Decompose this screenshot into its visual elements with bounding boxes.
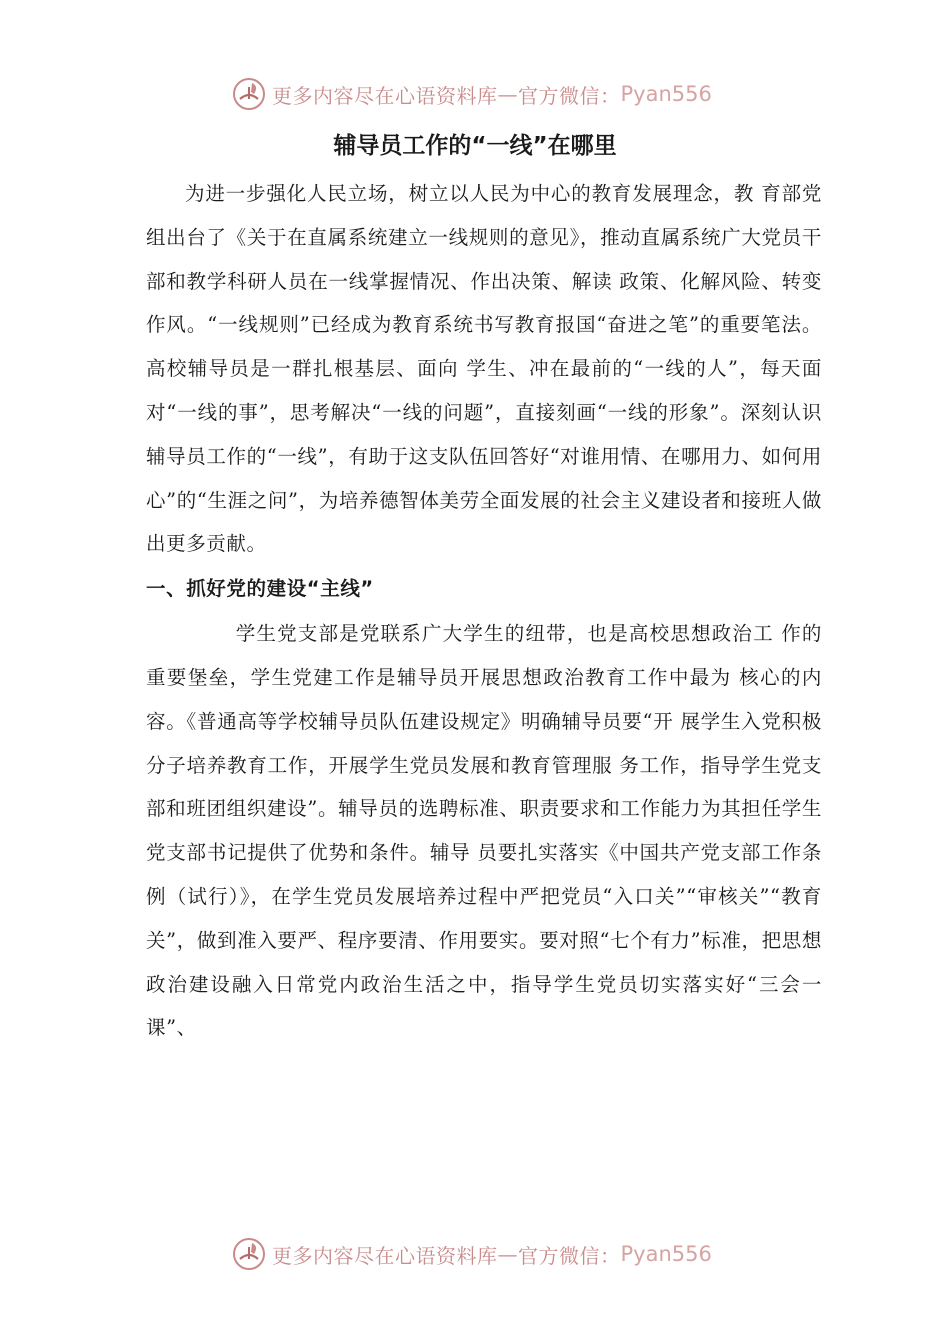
body-paragraph: 学生党支部是党联系广大学生的纽带，也是高校思想政治工 作的重要堡垒，学生党建工作是辅导员开展思想政治教育工作中最为 核心的内容。《普通高等学校辅导员队伍建设规定》明确辅导员要“开 展学生入党积极分子培养教育工作，开展学生党员发展和教育管理服 务工作，指导学生党支部和班团组织建设”。辅导员的选聘标准、职责要求和工作能力为其担任学生党支部书记提供了优势和条件。辅导 员要扎实落实《中国共产党支部工作条例（试行）》，在学生党员发展培养过程中严把党员“入口关”“审核关”“教育关”，做到准入要严、程序要清、作用要实。要对照“七个有力”标准，把思想政治建设融入日常党内政治生活之中，指导学生党员切实落实好“三会一课”、	[146, 622, 822, 1040]
watermark-dash: —	[497, 82, 518, 106]
header-watermark	[232, 74, 752, 114]
watermark-text: 更多内容尽在心语资料库	[272, 83, 498, 108]
watermark-dash: —	[497, 1242, 518, 1266]
book-quill-logo-icon	[232, 77, 266, 111]
book-quill-logo-icon	[232, 1237, 266, 1271]
watermark-wechat-label: 官方微信：	[518, 83, 621, 108]
body-paragraph: 为进一步强化人民立场，树立以人民为中心的教育发展理念，教 育部党组出台了《关于在直属系统建立一线规则的意见》，推动直属系统广大党员干部和教学科研人员在一线掌握情况、作出决策、解读 政策、化解风险、转变作风。“一线规则”已经成为教育系统书写教育报国“奋进之笔”的重要笔法。高校辅导员是一群扎根基层、面向 学生、冲在最前的“一线的人”，每天面对“一线的事”，思考解决“一线的问题”，直接刻画“一线的形象”。深刻认识辅导员工作的“一线”，有助于这支队伍回答好“对谁用情、在哪用力、如何用心”的“生涯之问”，为培养德智体美劳全面发展的社会主义建设者和接班人做出更多贡献。	[146, 182, 822, 556]
footer-watermark	[232, 1234, 752, 1274]
watermark-wechat-label: 官方微信：	[518, 1243, 621, 1268]
section-heading: 一、抓好党的建设“主线”	[146, 577, 374, 601]
document-title: 辅导员工作的“一线”在哪里	[333, 133, 617, 159]
watermark-wechat-id: Pyan556	[620, 1242, 712, 1266]
watermark-wechat-id: Pyan556	[620, 82, 712, 106]
document-body	[146, 172, 822, 1050]
watermark-text: 更多内容尽在心语资料库	[272, 1243, 498, 1268]
